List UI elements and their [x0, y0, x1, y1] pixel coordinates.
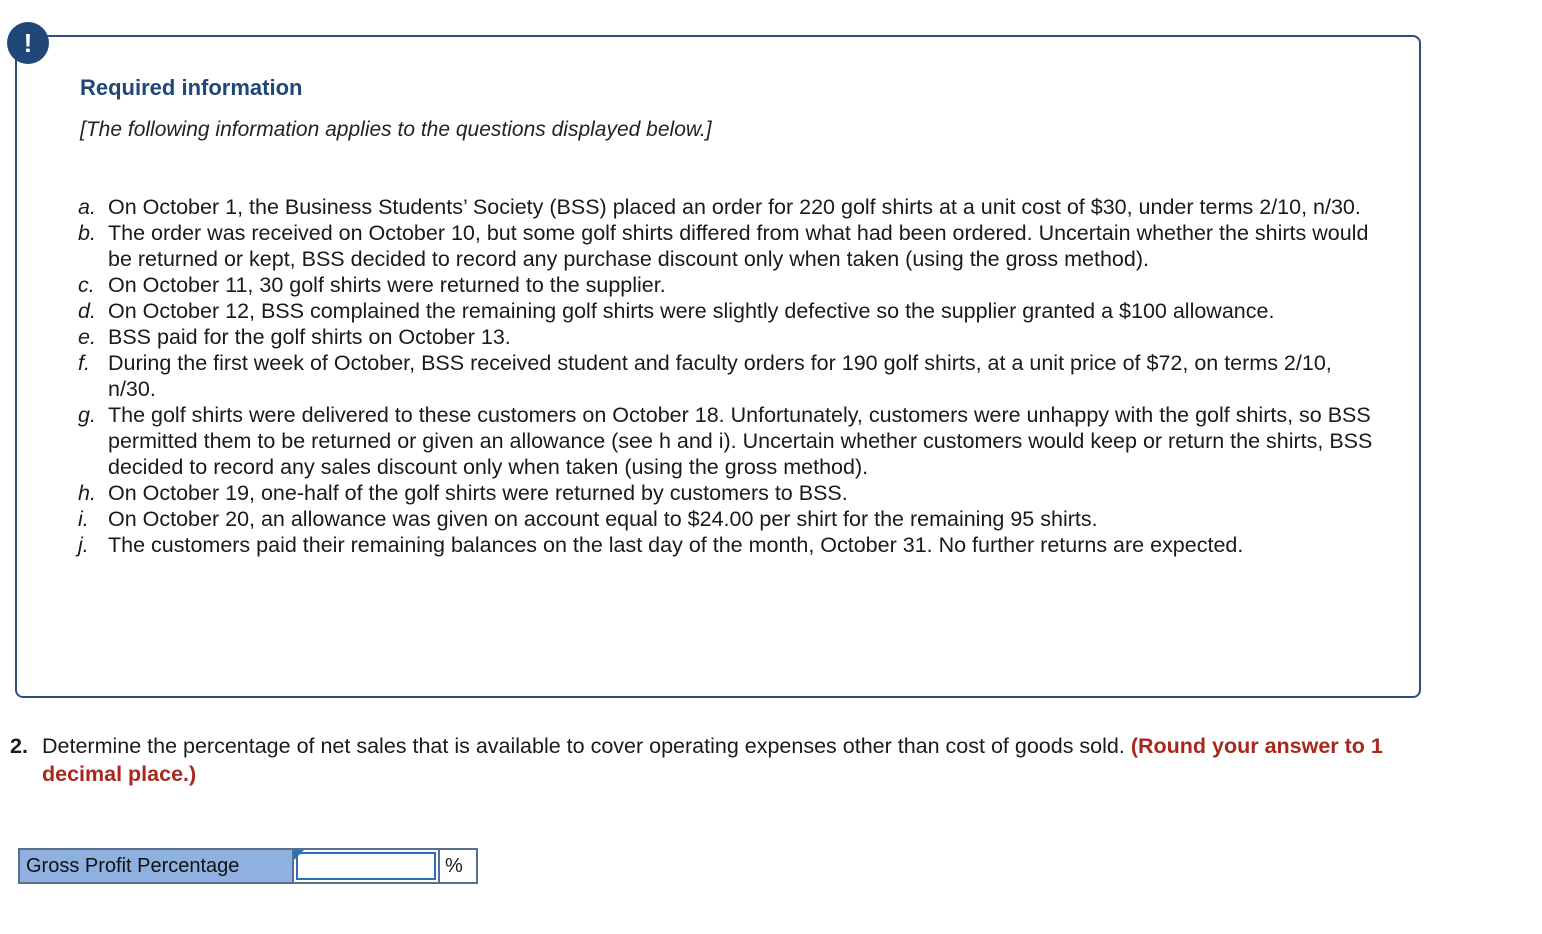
item-text: On October 11, 30 golf shirts were returned to the supplier.	[108, 273, 666, 297]
item-label: e.	[78, 325, 96, 349]
question-prompt	[10, 732, 1410, 788]
item-text: On October 1, the Business Students’ Society (BSS) placed an order for 220 golf shirts at a unit cost of $30, under terms 2/10, n/30.	[108, 195, 1361, 219]
list-item	[78, 506, 1373, 532]
answer-table-row	[18, 848, 478, 884]
list-item	[78, 532, 1373, 558]
item-text: The customers paid their remaining balances on the last day of the month, October 31. No further returns are expected.	[108, 533, 1244, 557]
exclamation-icon: !	[7, 22, 49, 64]
item-text: BSS paid for the golf shirts on October 13.	[108, 325, 511, 349]
item-label: f.	[78, 351, 90, 375]
rounding-hint: (Round your answer to 1 decimal place.)	[42, 734, 1383, 786]
list-item	[78, 298, 1373, 324]
list-item	[78, 220, 1373, 272]
item-text: On October 12, BSS complained the remaining golf shirts were slightly defective so the supplier granted a $100 allowance.	[108, 299, 1275, 323]
list-item	[78, 324, 1373, 350]
required-info-subtitle: [The following information applies to the questions displayed below.]	[80, 118, 712, 141]
item-label: c.	[78, 273, 95, 297]
item-text: On October 19, one-half of the golf shirts were returned by customers to BSS.	[108, 481, 848, 505]
gross-profit-percentage-input[interactable]	[296, 852, 436, 880]
answer-cell	[294, 848, 440, 884]
item-label: j.	[78, 533, 89, 557]
question-text: Determine the percentage of net sales that is available to cover operating expenses other than cost of goods sold.	[42, 734, 1131, 758]
item-text: The golf shirts were delivered to these customers on October 18. Unfortunately, customers were unhappy with the golf shirts, so BSS permitted them to be returned or given an allowance (see h and i). Uncertain whether customers would keep or return the shirts, BSS decided to record any sales discount only when taken (using the gross method).	[108, 403, 1373, 479]
list-item	[78, 480, 1373, 506]
percent-unit: %	[440, 848, 478, 884]
gross-profit-percentage-label: Gross Profit Percentage	[18, 848, 294, 884]
list-item	[78, 272, 1373, 298]
question-number: 2.	[10, 734, 28, 758]
item-label: b.	[78, 221, 96, 245]
list-item	[78, 194, 1373, 220]
item-label: g.	[78, 403, 96, 427]
list-item	[78, 402, 1373, 480]
item-text: The order was received on October 10, but some golf shirts differed from what had been ordered. Uncertain whether the shirts would be returned or kept, BSS decided to record any purchase discount only when taken (using the gross method).	[108, 221, 1369, 271]
item-label: i.	[78, 507, 89, 531]
item-text: On October 20, an allowance was given on account equal to $24.00 per shirt for the remaining 95 shirts.	[108, 507, 1098, 531]
input-corner-flag-icon	[294, 850, 304, 860]
question-text-block	[42, 732, 1410, 788]
list-item	[78, 350, 1373, 402]
item-label: a.	[78, 195, 96, 219]
required-info-title: Required information	[80, 75, 303, 100]
item-text: During the first week of October, BSS received student and faculty orders for 190 golf shirts, at a unit price of $72, on terms 2/10, n/30.	[108, 351, 1332, 401]
transaction-list	[78, 194, 1373, 558]
item-label: h.	[78, 481, 96, 505]
item-label: d.	[78, 299, 96, 323]
